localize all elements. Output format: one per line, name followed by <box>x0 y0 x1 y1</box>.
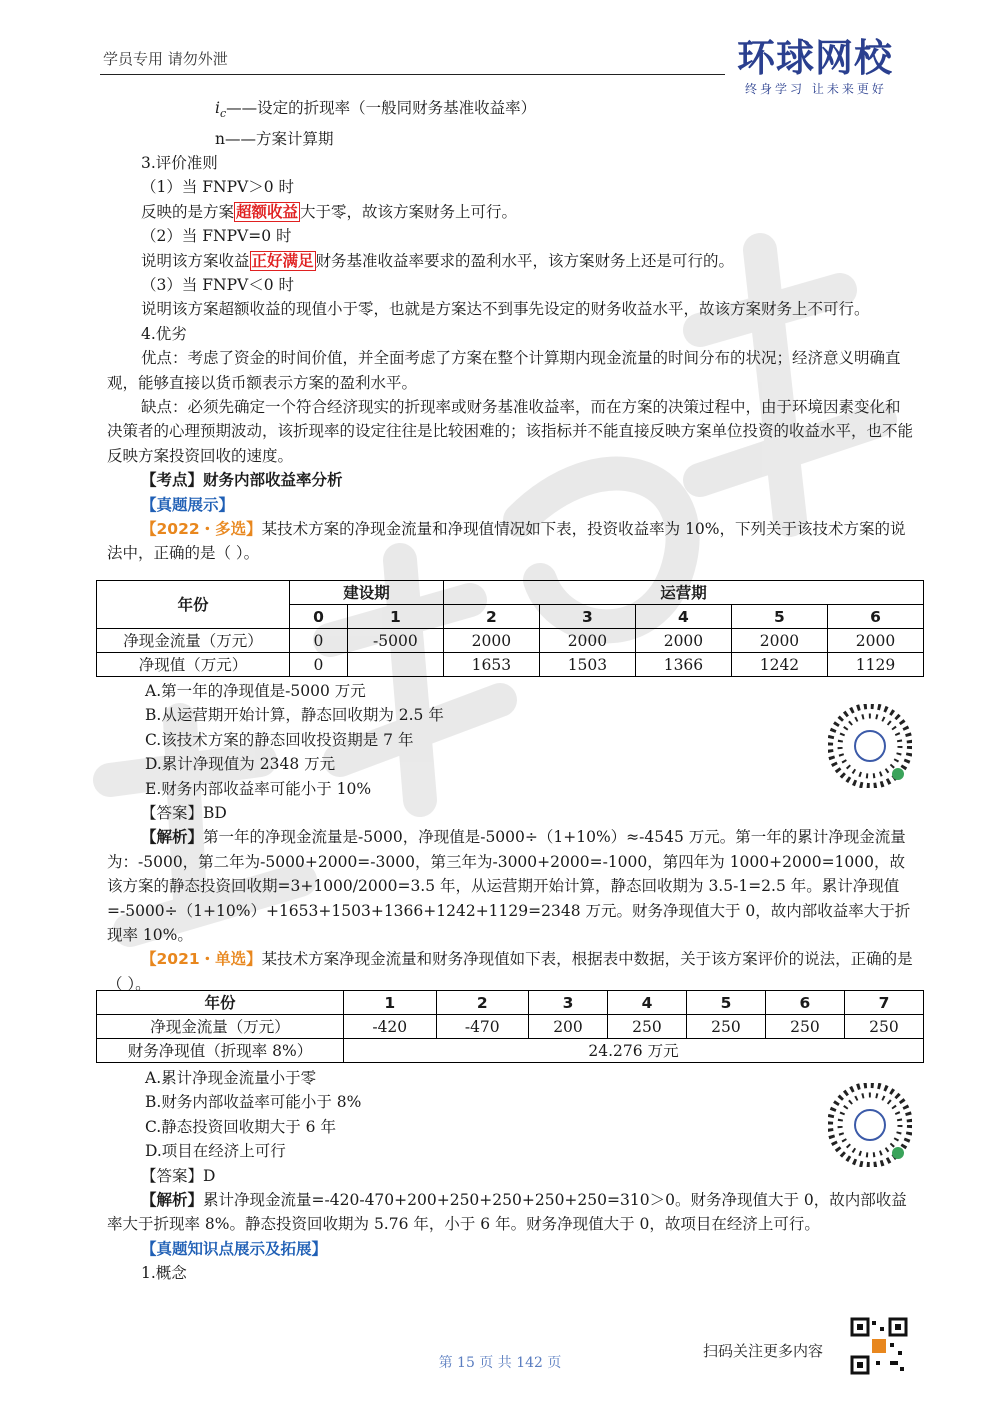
cell <box>347 653 443 677</box>
row-label: 净现金流量（万元） <box>97 1015 344 1039</box>
option-item: C.该技术方案的静态回收投资期是 7 年 <box>145 730 414 749</box>
case-negative: （3）当 FNPV＜0 时 <box>141 275 295 294</box>
pros-text: 优点：考虑了资金的时间价值，并全面考虑了方案在整个计算期内现金流量的时间分布的状况；经济意义明确直观，能够直接以货币额表示方案的盈利水平。 <box>107 349 901 392</box>
extension-title: 【真题知识点展示及拓展】 <box>141 1239 328 1258</box>
question-2022-body <box>107 679 915 996</box>
table1-year: 5 <box>731 605 827 629</box>
document-body <box>107 96 915 566</box>
logo-title: 环球网校 <box>737 36 894 80</box>
highlight-exactly-meets: 正好满足 <box>251 251 314 270</box>
cell: 1129 <box>827 653 923 677</box>
row-label: 财务净现值（折现率 8%） <box>97 1039 344 1063</box>
option-item: B.从运营期开始计算，静态回收期为 2.5 年 <box>145 706 444 725</box>
cons-text: 缺点：必须先确定一个符合经济现实的折现率或财务基准收益率，而在方案的决策过程中，由于环境因素变化和决策者的心理预期波动，该折现率的设定往往是比较困难的；该指标并不能直接反映方案单位投资的收益水平，也不能反映方案投资回收的速度。 <box>107 397 914 465</box>
option-item: B.财务内部收益率可能小于 8% <box>145 1093 362 1112</box>
ic-symbol: $i_c$ <box>215 99 227 121</box>
topic-irr: 【考点】财务内部收益率分析 <box>141 471 343 490</box>
option-item: D.项目在经济上可行 <box>145 1142 286 1161</box>
header-divider <box>100 74 725 75</box>
cell: 1503 <box>539 653 635 677</box>
question-2022: 【2022・多选】某技术方案的净现金流量和净现值情况如下表，投资收益率为 10%，下列关于该技术方案的说法中，正确的是（ ）。 <box>107 520 906 563</box>
cell: 1366 <box>635 653 731 677</box>
concept-heading: 1.概念 <box>141 1264 187 1283</box>
option-item: C.静态投资回收期大于 6 年 <box>145 1117 336 1136</box>
table1-year-header: 年份 <box>97 581 290 629</box>
scan-prompt: 扫码关注更多内容 <box>703 1342 824 1360</box>
table1-build-header: 建设期 <box>290 581 444 605</box>
question-2022-tag: 【2022・多选】 <box>141 520 262 538</box>
line-discount-rate: $i_c——$设定的折现率（一般同财务基准收益率） <box>215 99 537 121</box>
table1-year: 4 <box>635 605 731 629</box>
cell: 250 <box>686 1015 765 1039</box>
header-notice: 学员专用 请勿外泄 <box>103 50 228 68</box>
table1-year: 6 <box>827 605 923 629</box>
question-2021-body <box>107 1066 915 1286</box>
cell: 1242 <box>731 653 827 677</box>
option-item: A.第一年的净现值是-5000 万元 <box>145 682 366 700</box>
cell: 24.276 万元 <box>344 1039 924 1063</box>
table-cashflow-2021 <box>96 990 924 1063</box>
cell: 250 <box>607 1015 686 1039</box>
analysis: 【解析】累计净现金流量=-420-470+200+250+250+250+250=310＞0。财务净现值大于 0，故内部收益率大于折现率 8%。静态投资回收期为 5.76 年，小于 6 年。财务净现值大于 0，故项目在经济上可行。 <box>107 1191 907 1234</box>
section-criteria: 3.评价准则 <box>141 153 218 172</box>
logo-slogan: 终身学习 让未来更好 <box>745 82 887 96</box>
table-row <box>97 1015 924 1039</box>
cell: -5000 <box>347 629 443 653</box>
table2-year: 1 <box>344 991 437 1015</box>
cell: 250 <box>844 1015 923 1039</box>
table-row <box>97 629 924 653</box>
real-exam-title: 【真题展示】 <box>141 495 235 514</box>
option-item: E.财务内部收益率可能小于 10% <box>145 779 372 798</box>
table2-year: 2 <box>436 991 529 1015</box>
question-2021: 【2021・单选】某技术方案净现金流量和财务净现值如下表，根据表中数据，关于该方案评价的说法，正确的是（ ）。 <box>107 950 913 993</box>
line-period: n——方案计算期 <box>215 129 334 148</box>
table1-year: 1 <box>347 605 443 629</box>
table2-year-header: 年份 <box>97 991 344 1015</box>
case-zero: （2）当 FNPV=0 时 <box>141 227 292 246</box>
cell: 2000 <box>827 629 923 653</box>
cell: 2000 <box>635 629 731 653</box>
case-positive-desc: 反映的是方案 超额收益 大于零，故该方案财务上可行。 <box>141 202 518 221</box>
section-pros-cons: 4.优劣 <box>141 324 187 343</box>
cell: 2000 <box>539 629 635 653</box>
table2-year: 6 <box>765 991 844 1015</box>
option-item: D.累计净现值为 2348 万元 <box>145 755 336 774</box>
table1-year: 0 <box>290 605 348 629</box>
case-negative-desc: 说明该方案超额收益的现值小于零，也就是方案达不到事先设定的财务收益水平，故该方案财务上不可行。 <box>141 300 870 319</box>
table2-year: 3 <box>529 991 608 1015</box>
cell: 1653 <box>443 653 539 677</box>
answer: 【答案】BD <box>141 804 227 823</box>
highlight-excess-return: 超额收益 <box>236 202 299 221</box>
miniprogram-code-icon[interactable] <box>828 1083 912 1167</box>
table2-year: 7 <box>844 991 923 1015</box>
case-zero-desc: 说明该方案收益 正好满足 财务基准收益率要求的盈利水平，该方案财务上还是可行的。 <box>141 251 735 270</box>
table1-year: 2 <box>443 605 539 629</box>
cell: 250 <box>765 1015 844 1039</box>
brand-logo <box>737 38 917 102</box>
table-row <box>97 653 924 677</box>
table1-year: 3 <box>539 605 635 629</box>
table-cashflow-2022 <box>96 580 924 677</box>
page-number: 第 15 页 共 142 页 <box>438 1355 562 1371</box>
table2-year: 5 <box>686 991 765 1015</box>
table-row <box>97 1039 924 1063</box>
row-label: 净现值（万元） <box>97 653 290 677</box>
analysis: 【解析】第一年的净现金流量是-5000，净现值是-5000÷（1+10%）≈-4545 万元。第一年的累计净现金流量为：-5000，第二年为-5000+2000=-3000，第三年为-3000+2000=-1000，第四年为 1000+2000=1000，故该方案的静态投资回收期=3+1000/2000=3.5 年，从运营期开始计算，静态回收期为 3.5-1=2.5 年。累计净现值=-5000÷（1+10%）+1653+1503+1366+1242+1129=2348 万元。财务净现值大于 0，故内部收益率大于折现率 10%。 <box>107 828 911 945</box>
answer: 【答案】D <box>141 1166 216 1185</box>
cell: 200 <box>529 1015 608 1039</box>
cell: -420 <box>344 1015 437 1039</box>
cell: 2000 <box>443 629 539 653</box>
cell: 2000 <box>731 629 827 653</box>
case-positive: （1）当 FNPV＞0 时 <box>141 178 295 197</box>
question-2021-tag: 【2021・单选】 <box>141 950 262 969</box>
option-item: A.累计净现金流量小于零 <box>145 1069 317 1087</box>
table2-year: 4 <box>607 991 686 1015</box>
row-label: 净现金流量（万元） <box>97 629 290 653</box>
cell: -470 <box>436 1015 529 1039</box>
cell: 0 <box>290 653 348 677</box>
cell: 0 <box>290 629 348 653</box>
table1-op-header: 运营期 <box>443 581 923 605</box>
miniprogram-code-icon[interactable] <box>828 704 912 788</box>
